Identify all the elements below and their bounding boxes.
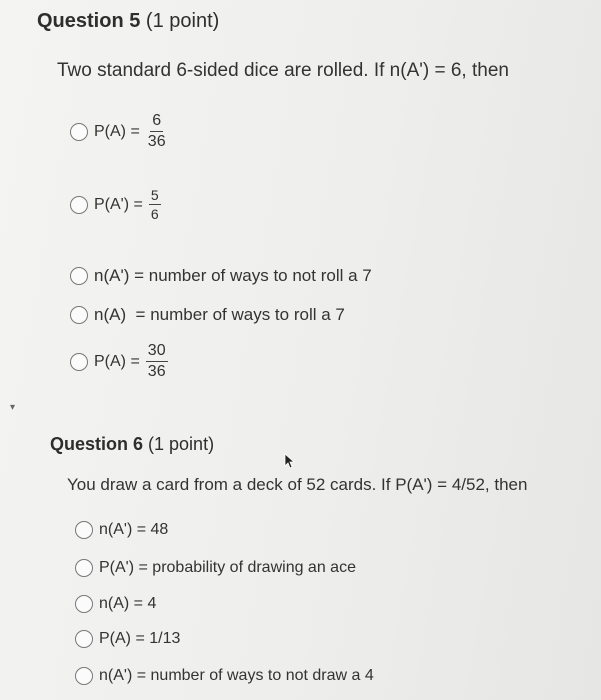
- fraction: [146, 343, 168, 380]
- q5-option-3[interactable]: [70, 266, 372, 286]
- mouse-pointer-icon: [283, 453, 297, 469]
- q6-option-3[interactable]: [75, 595, 156, 613]
- question-5-points: (1 point): [145, 10, 220, 32]
- question-5-number: Question 5: [37, 10, 141, 32]
- question-6-points: (1 point): [148, 434, 215, 454]
- q5-option-2[interactable]: [70, 188, 161, 221]
- q5-option-1-expression: [94, 113, 168, 150]
- q5-option-3-label: n(A') = number of ways to not roll a 7: [94, 266, 372, 285]
- radio-unselected-icon[interactable]: [70, 123, 88, 141]
- radio-unselected-icon[interactable]: [70, 306, 88, 324]
- q5-option-1[interactable]: [70, 113, 168, 150]
- radio-unselected-icon[interactable]: [75, 595, 93, 613]
- radio-unselected-icon[interactable]: [75, 521, 93, 539]
- radio-unselected-icon[interactable]: [70, 196, 88, 214]
- q6-option-1-label: n(A') = 48: [99, 521, 169, 538]
- q6-option-4-label: P(A) = 1/13: [99, 630, 181, 647]
- q6-option-2[interactable]: [75, 559, 356, 577]
- question-5-prompt: Two standard 6-sided dice are rolled. If n(A') = 6, then: [57, 60, 509, 81]
- radio-unselected-icon[interactable]: [75, 559, 93, 577]
- q5-option-4[interactable]: [70, 305, 345, 325]
- fraction-denominator: 6: [150, 206, 159, 222]
- radio-unselected-icon[interactable]: [75, 630, 93, 648]
- small-bullet-icon: ▾: [10, 402, 16, 413]
- fraction: [149, 188, 161, 221]
- q5-option-5-lhs: P(A) =: [94, 352, 140, 370]
- radio-unselected-icon[interactable]: [70, 353, 88, 371]
- fraction-numerator: 30: [146, 343, 168, 362]
- q5-option-1-lhs: P(A) =: [94, 122, 140, 140]
- q6-option-5[interactable]: [75, 667, 374, 685]
- radio-unselected-icon[interactable]: [70, 267, 88, 285]
- q6-option-4[interactable]: [75, 630, 180, 648]
- q6-option-2-label: P(A') = probability of drawing an ace: [99, 559, 356, 576]
- question-6-number: Question 6: [50, 434, 144, 454]
- q5-option-5[interactable]: [70, 343, 168, 380]
- q6-option-1[interactable]: [75, 521, 168, 539]
- fraction: [146, 113, 168, 150]
- q5-option-2-lhs: P(A') =: [94, 195, 143, 213]
- fraction-denominator: 36: [147, 363, 166, 380]
- q5-option-4-label: n(A) = number of ways to roll a 7: [94, 305, 345, 324]
- question-5-title: [37, 10, 219, 33]
- q6-option-3-label: n(A) = 4: [99, 595, 157, 612]
- question-6-title: [50, 434, 214, 455]
- q5-option-5-expression: [94, 343, 168, 380]
- fraction-numerator: 6: [150, 113, 163, 132]
- radio-unselected-icon[interactable]: [75, 667, 93, 685]
- q6-option-5-label: n(A') = number of ways to not draw a 4: [99, 667, 374, 684]
- q5-option-2-expression: [94, 188, 161, 221]
- fraction-denominator: 36: [147, 133, 166, 150]
- fraction-numerator: 5: [150, 187, 159, 203]
- question-6-prompt: You draw a card from a deck of 52 cards. If P(A') = 4/52, then: [67, 475, 528, 494]
